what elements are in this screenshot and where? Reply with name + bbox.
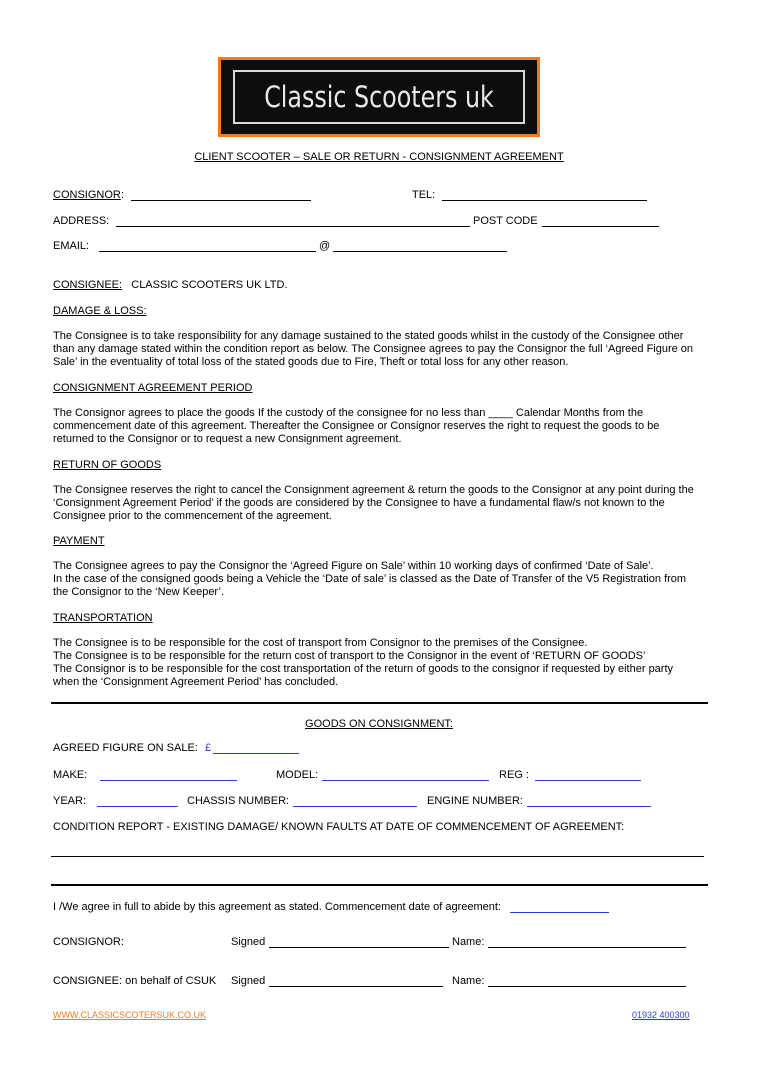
- address-field[interactable]: [116, 226, 470, 227]
- period-heading: CONSIGNMENT AGREEMENT PERIOD: [53, 382, 253, 394]
- currency-symbol: £: [205, 742, 212, 754]
- condition-label: CONDITION REPORT - EXISTING DAMAGE/ KNOWN FAULTS AT DATE OF COMMENCEMENT OF AGREEMENT:: [53, 821, 625, 833]
- document-title: CLIENT SCOOTER – SALE OR RETURN - CONSIGNMENT AGREEMENT: [194, 151, 564, 163]
- address-label: ADDRESS:: [53, 215, 110, 227]
- return-paragraph: The Consignee reserves the right to cancel the Consignment agreement & return the goods to the Consignor at any point during the ‘Consignment Agreement Period’ if the goods are considered by the Consignee to have a fundamental flaw/s not known to the Consignee prior to the commencement of the agreement.: [53, 484, 694, 522]
- consignee-name-field[interactable]: [488, 986, 686, 987]
- tel-field[interactable]: [442, 200, 647, 201]
- email-user-field[interactable]: [99, 251, 316, 252]
- logo-text: Classic Scooters uk: [264, 80, 494, 114]
- sign-consignor-label: CONSIGNOR:: [53, 936, 124, 948]
- damage-heading: DAMAGE & LOSS:: [53, 305, 147, 317]
- make-label: MAKE:: [53, 769, 88, 781]
- consignee-signature-field[interactable]: [269, 986, 443, 987]
- consignee-label: CONSIGNEE:: [53, 279, 123, 291]
- payment-paragraph: The Consignee agrees to pay the Consignor the ‘Agreed Figure on Sale’ within 10 working days of confirmed ‘Date of Sale’. In the case of the consigned goods being a Vehicle the ‘Date of sale’ is classed as the Date of Transfer of the V5 Registration from the Consignor to the ‘New Keeper’.: [53, 560, 687, 598]
- postcode-label: POST CODE: [473, 215, 538, 227]
- email-domain-field[interactable]: [333, 251, 507, 252]
- consignor-signature-field[interactable]: [269, 947, 449, 948]
- consignee-line: [53, 279, 288, 292]
- consignor-signed-label: Signed: [231, 936, 266, 948]
- chassis-field[interactable]: [293, 806, 417, 807]
- consignor-name-field[interactable]: [488, 947, 686, 948]
- email-label: EMAIL:: [53, 240, 90, 252]
- chassis-label: CHASSIS NUMBER:: [187, 795, 290, 807]
- commencement-date-field[interactable]: [510, 912, 609, 913]
- consignor-field[interactable]: [131, 200, 311, 201]
- transport-heading: TRANSPORTATION: [53, 612, 153, 624]
- damage-paragraph: The Consignee is to take responsibility for any damage sustained to the stated goods whilst in the custody of the Consignee other than any damage stated within the condition report as below. The Consignee agrees to pay the Consignor the full ‘Agreed Figure on Sale’ in the eventuality of total loss of the stated goods due to Fire, Theft or total loss for any other reason.: [53, 330, 694, 368]
- consignor-label: CONSIGNOR:: [53, 189, 124, 201]
- agreement-statement: I /We agree in full to abide by this agreement as stated. Commencement date of agreement:: [53, 901, 501, 913]
- reg-label: REG :: [499, 769, 529, 781]
- year-field[interactable]: [97, 806, 178, 807]
- period-paragraph: The Consignor agrees to place the goods If the custody of the consignee for no less than ____ Calendar Months from the commencement date of this agreement. Thereafter the Consignee or Consignor reserves the right to request the goods to be returned to the Consignor or to request a new Consignment agreement.: [53, 407, 660, 445]
- consignee-name-label: Name:: [452, 975, 485, 987]
- payment-heading: PAYMENT: [53, 535, 105, 547]
- model-label: MODEL:: [276, 769, 319, 781]
- engine-label: ENGINE NUMBER:: [427, 795, 523, 807]
- condition-field[interactable]: [51, 856, 704, 857]
- consignee-value: CLASSIC SCOOTERS UK LTD.: [131, 279, 288, 291]
- reg-field[interactable]: [535, 780, 641, 781]
- footer-website-link[interactable]: WWW.CLASSICSCOTERSUK.CO.UK: [53, 1010, 207, 1020]
- engine-field[interactable]: [527, 806, 651, 807]
- section-divider-2: [51, 884, 708, 886]
- postcode-field[interactable]: [542, 226, 659, 227]
- tel-label: TEL:: [412, 189, 436, 201]
- make-field[interactable]: [100, 780, 237, 781]
- return-heading: RETURN OF GOODS: [53, 459, 162, 471]
- year-label: YEAR:: [53, 795, 87, 807]
- email-at-symbol: @: [319, 240, 331, 252]
- goods-heading: GOODS ON CONSIGNMENT:: [305, 718, 453, 730]
- consignee-signed-label: Signed: [231, 975, 266, 987]
- agreed-figure-label: AGREED FIGURE ON SALE:: [53, 742, 198, 754]
- consignor-name-label: Name:: [452, 936, 485, 948]
- sign-consignee-label: CONSIGNEE: on behalf of CSUK: [53, 975, 217, 987]
- footer-phone-link[interactable]: 01932 400300: [632, 1010, 690, 1020]
- company-logo: [218, 57, 540, 137]
- agreed-figure-field[interactable]: [213, 753, 299, 754]
- section-divider: [51, 702, 708, 704]
- transport-paragraph: The Consignee is to be responsible for the cost of transport from Consignor to the premises of the Consignee. The Consignee is to be responsible for the return cost of transport to the Consignor in the event of ‘RETURN OF GOODS’ The Consignor is to be responsible for the cost transportation of the return of goods to the consignor if requested by either party when the ‘Consignment Agreement Period’ has concluded.: [53, 637, 674, 688]
- model-field[interactable]: [322, 780, 489, 781]
